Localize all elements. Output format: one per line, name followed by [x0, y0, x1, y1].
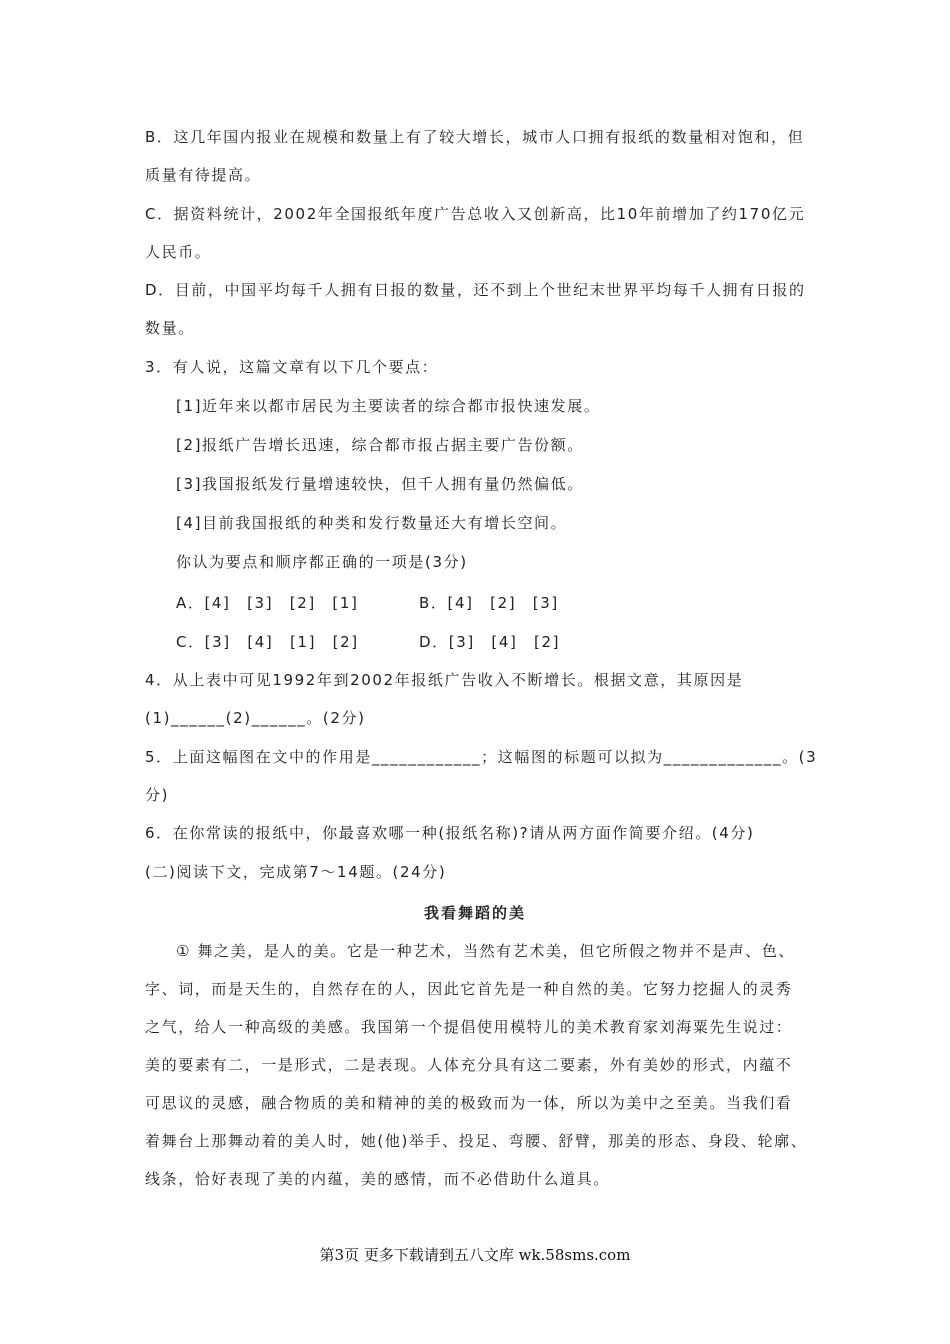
choice-b: B．[4] [2] [3]	[419, 594, 559, 612]
article-line-2: 字、词，而是天生的，自然存在的人，因此它首先是一种自然的美。它努力挖掘人的灵秀	[145, 980, 793, 998]
option-c-line-2: 人民币。	[145, 243, 212, 261]
question-4-blanks: (1)______(2)______。(2分)	[145, 709, 366, 727]
question-5-line-2: 分)	[145, 786, 170, 804]
point-4: [4]目前我国报纸的种类和发行数量还大有增长空间。	[176, 514, 568, 532]
question-6: 6．在你常读的报纸中，你最喜欢哪一种(报纸名称)?请从两方面作简要介绍。(4分)	[145, 824, 755, 842]
option-b-line-1: B．这几年国内报业在规模和数量上有了较大增长，城市人口拥有报纸的数量相对饱和，但	[145, 128, 805, 146]
article-line-5: 可思议的灵感，融合物质的美和精神的美的极致而为一体，所以为美中之至美。当我们看	[145, 1094, 793, 1112]
article-title: 我看舞蹈的美	[423, 904, 526, 922]
point-1: [1]近年来以都市居民为主要读者的综合都市报快速发展。	[176, 397, 601, 415]
article-line-6: 着舞台上那舞动着的美人时，她(他)举手、投足、弯腰、舒臂，那美的形态、身段、轮廓、	[145, 1132, 808, 1150]
section-2-heading: (二)阅读下文，完成第7～14题。(24分)	[145, 863, 447, 881]
option-b-line-2: 质量有待提高。	[145, 166, 262, 184]
choice-d: D．[3] [4] [2]	[419, 633, 561, 651]
article-line-1: ① 舞之美，是人的美。它是一种艺术，当然有艺术美，但它所假之物并不是声、色、	[176, 942, 796, 960]
question-4: 4．从上表中可见1992年到2002年报纸广告收入不断增长。根据文意，其原因是	[145, 671, 744, 689]
option-d-line-1: D．目前，中国平均每千人拥有日报的数量，还不到上个世纪末世界平均每千人拥有日报的	[145, 281, 806, 299]
option-d-line-2: 数量。	[145, 319, 195, 337]
choice-a: A．[4] [3] [2] [1]	[176, 594, 359, 612]
article-line-4: 美的要素有二，一是形式，二是表现。人体充分具有这二要素，外有美妙的形式，内蕴不	[145, 1056, 793, 1074]
point-2: [2]报纸广告增长迅速，综合都市报占据主要广告份额。	[176, 436, 584, 454]
question-3: 3．有人说，这篇文章有以下几个要点：	[145, 358, 439, 376]
question-5-line-1: 5．上面这幅图在文中的作用是____________；这幅图的标题可以拟为_____________。(3	[145, 748, 818, 766]
option-c-line-1: C．据资料统计，2002年全国报纸年度广告总收入又创新高，比10年前增加了约170亿元	[145, 205, 806, 223]
choice-c: C．[3] [4] [1] [2]	[176, 633, 359, 651]
article-line-3: 之气，给人一种高级的美感。我国第一个提倡使用模特儿的美术教育家刘海粟先生说过：	[145, 1018, 793, 1036]
article-line-7: 线条，恰好表现了美的内蕴，美的感情，而不必借助什么道具。	[145, 1170, 610, 1188]
page-footer: 第3页 更多下载请到五八文库 wk.58sms.com	[319, 1246, 631, 1264]
point-3: [3]我国报纸发行量增速较快，但千人拥有量仍然偏低。	[176, 475, 584, 493]
question-3-prompt: 你认为要点和顺序都正确的一项是(3分)	[176, 553, 468, 571]
